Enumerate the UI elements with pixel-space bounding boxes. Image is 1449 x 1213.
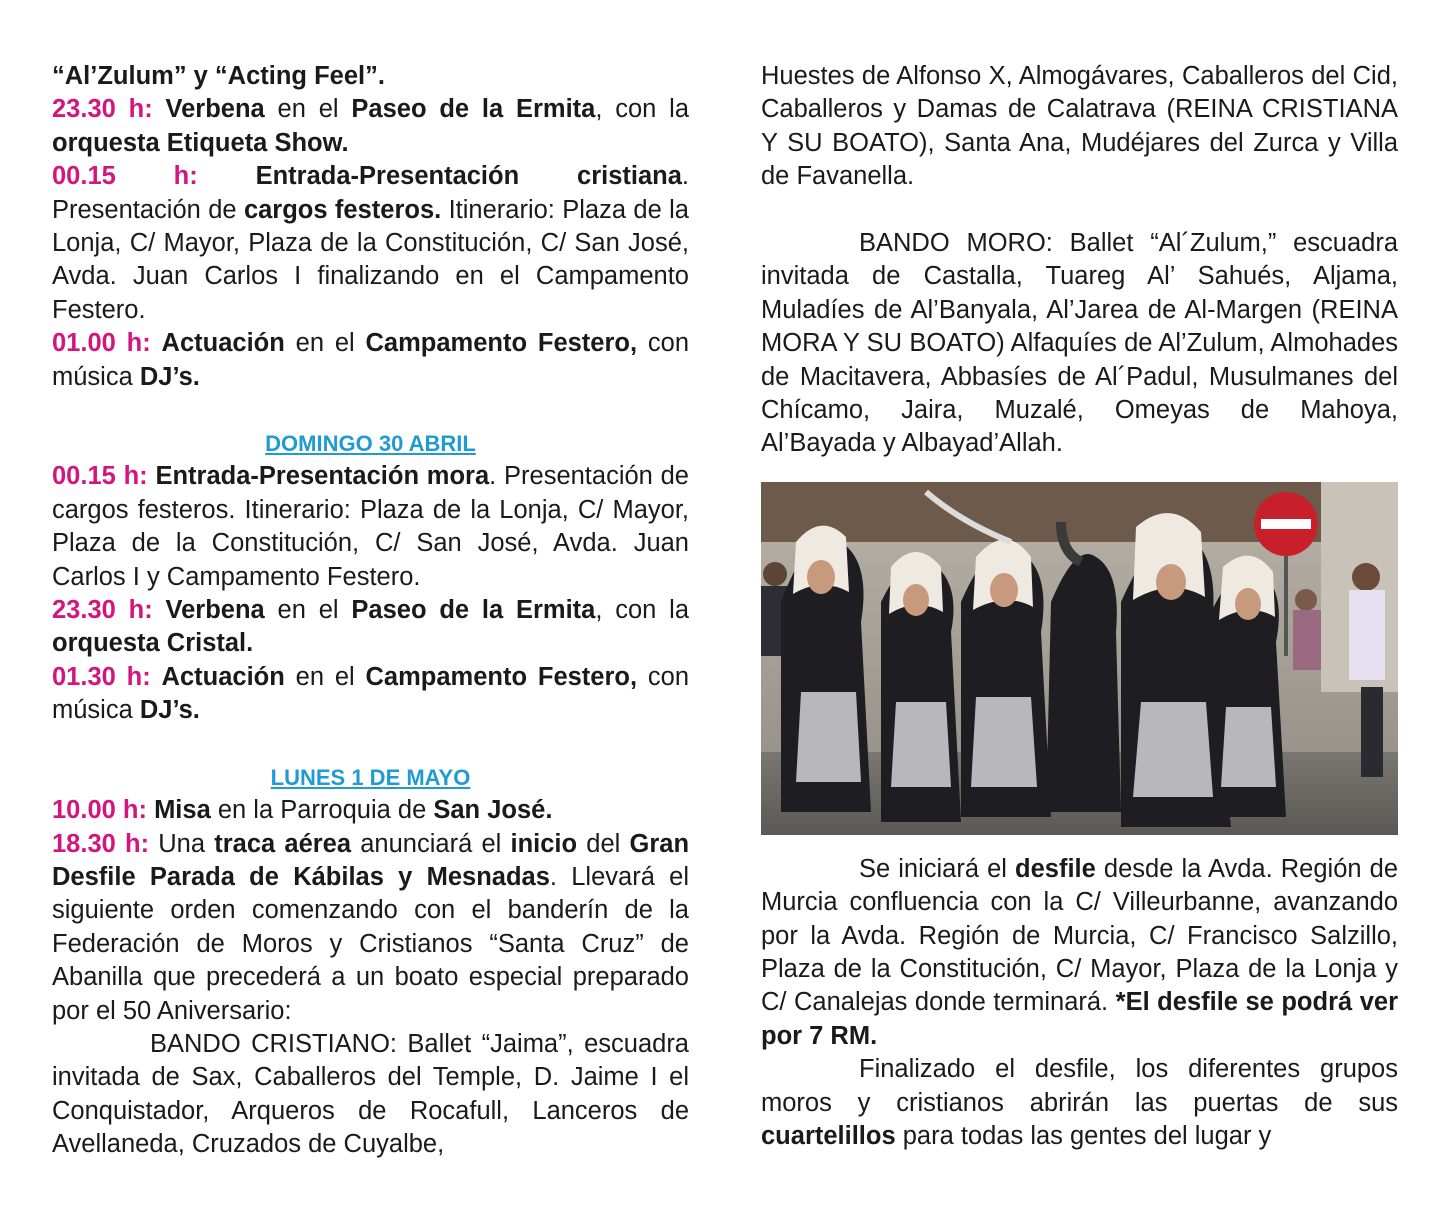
left-column bbox=[52, 60, 689, 1162]
event-gran-desfile: 18.30 h: Una traca aérea anunciará el inicio del Gran Desfile Parada de Kábilas y Mesnadas. Llevará el siguiente orden comenzando con el banderín de la Federación de Moros y Cristianos “Santa Cruz” de Abanilla que precederá a un boato especial preparado por el 50 Aniversario: bbox=[52, 829, 690, 1025]
continued-text: “Al’Zulum” y “Acting Feel”. bbox=[52, 62, 385, 90]
event-actuacion-2: 01.30 h: Actuación en el Campamento Festero, con música DJ’s. bbox=[52, 662, 690, 725]
parade-photo bbox=[761, 482, 1398, 835]
event-entrada-cristiana: 00.15 h: Entrada-Presentación cristiana. Presentación de cargos festeros. Itinerario: Plaza de la Lonja, C/ Mayor, Plaza de la Constitución, C/ San José, Avda. Juan Carlos I finalizando en el Campamento Festero. bbox=[52, 162, 690, 324]
event-verbena-1: 23.30 h: Verbena en el Paseo de la Ermita, con la orquesta Etiqueta Show. bbox=[52, 95, 690, 157]
heading-lunes: LUNES 1 DE MAYO bbox=[270, 765, 471, 791]
heading-domingo: DOMINGO 30 ABRIL bbox=[265, 431, 476, 457]
desfile-end: Finalizado el desfile, los diferentes grupos moros y cristianos abrirán las puertas de sus cuartelillos para todas las gentes del lugar y bbox=[761, 1055, 1398, 1151]
event-actuacion-1: 01.00 h: Actuación en el Campamento Festero, con música DJ’s. bbox=[52, 329, 690, 391]
bando-cristiano: BANDO CRISTIANO: Ballet “Jaima”, escuadra invitada de Sax, Caballeros del Temple, D. Jaime I el Conquistador, Arqueros de Rocafull, Lanceros de Avellaneda, Cruzados de Cuyalbe, bbox=[52, 1029, 689, 1159]
event-entrada-mora: 00.15 h: Entrada-Presentación mora. Presentación de cargos festeros. Itinerario: Plaza de la Lonja, C/ Mayor, Plaza de la Constitución, C/ San José, Avda. Juan Carlos I y Campamento Festero. bbox=[52, 462, 689, 591]
desfile-route: Se iniciará el desfile desde la Avda. Región de Murcia confluencia con la C/ Villeurbanne, avanzando por la Avda. Región de Murcia, C/ Francisco Salzillo, Plaza de la Constitución, C/ Mayor, Plaza de la Lonja y C/ Canalejas donde terminará. *El desfile se podrá ver por 7 RM. bbox=[761, 854, 1398, 1050]
bando-cristiano-continued: Huestes de Alfonso X, Almogávares, Caballeros del Cid, Caballeros y Damas de Calatrava (REINA CRISTIANA Y SU BOATO), Santa Ana, Mudéjares del Zurca y Villa de Favanella. bbox=[761, 62, 1398, 191]
bando-moro: BANDO MORO: Ballet “Al´Zulum,” escuadra invitada de Castalla, Tuareg Al’ Sahués, Aljama, Muladíes de Al’Banyala, Al’Jarea de Al-Margen (REINA MORA Y SU BOATO) Alfaquíes de Al’Zulum, Almohades de Macitavera, Abbasíes de Al´Padul, Musulmanes del Chícamo, Jaira, Muzalé, Omeyas de Mahoya, Al’Bayada y Albayad’Allah. bbox=[761, 229, 1398, 458]
event-verbena-2: 23.30 h: Verbena en el Paseo de la Ermita, con la orquesta Cristal. bbox=[52, 596, 690, 658]
event-misa: 10.00 h: Misa en la Parroquia de San José. bbox=[52, 796, 553, 825]
